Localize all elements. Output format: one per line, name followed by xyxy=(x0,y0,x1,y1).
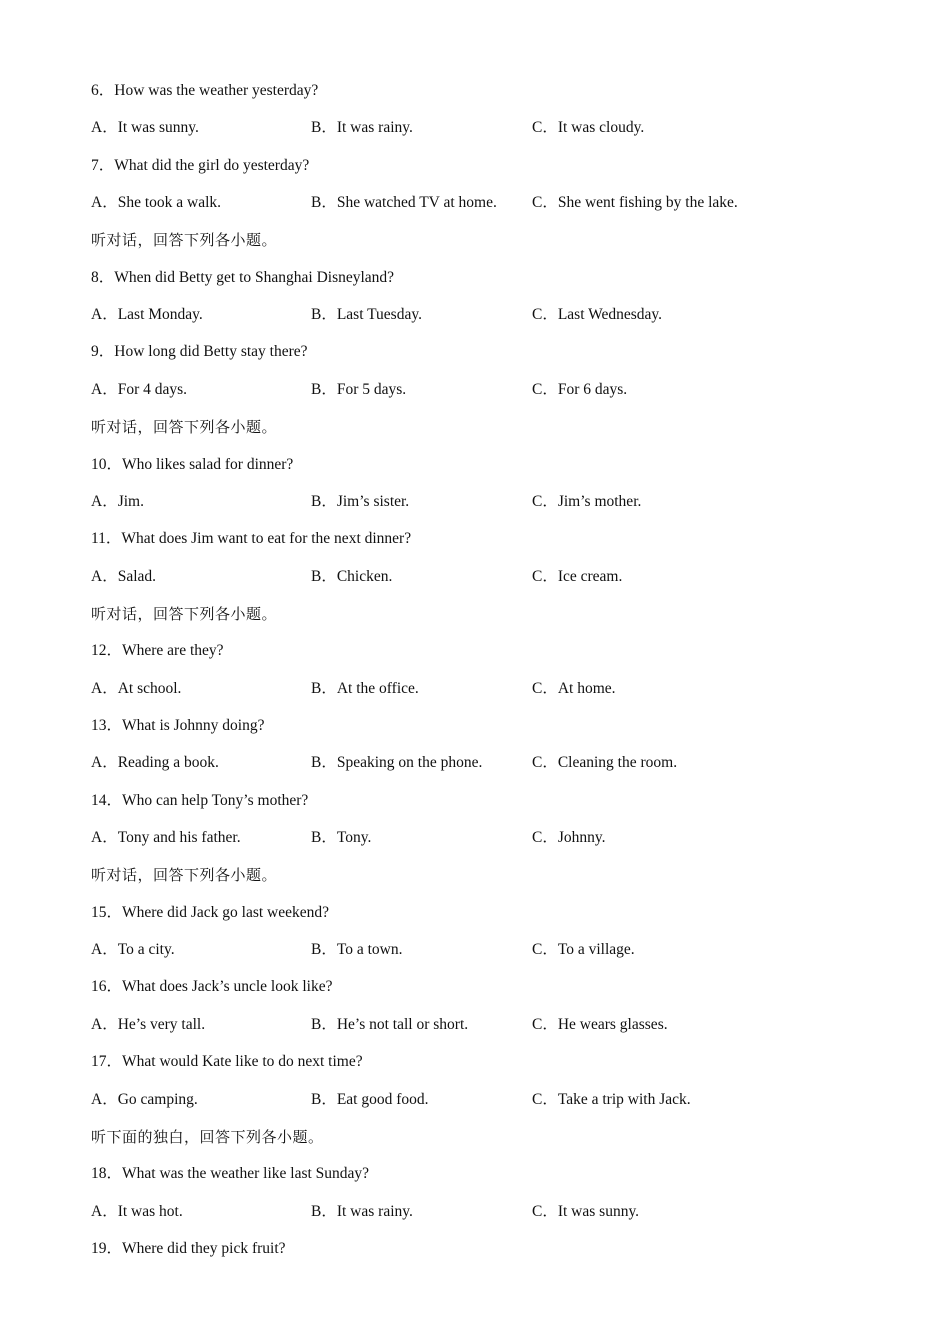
option-a: A．Go camping. xyxy=(91,1090,198,1108)
option-c: C．Take a trip with Jack. xyxy=(532,1090,691,1108)
option-b: B．It was rainy. xyxy=(311,119,413,137)
option-a: A．To a city. xyxy=(91,941,175,959)
question-text: 11．What does Jim want to eat for the next dinner? xyxy=(91,530,412,548)
option-a: A．It was sunny. xyxy=(91,119,199,137)
question-text: 10．Who likes salad for dinner? xyxy=(91,455,294,473)
answer-options-row xyxy=(91,192,891,214)
question-text: 16．What does Jack’s uncle look like? xyxy=(91,978,333,996)
option-b: B．To a town. xyxy=(311,941,403,959)
option-a: A．He’s very tall. xyxy=(91,1015,206,1033)
answer-options-row xyxy=(91,491,891,513)
question-text: 7．What did the girl do yesterday? xyxy=(91,156,310,174)
option-c: C．Johnny. xyxy=(532,829,606,846)
option-a: A．For 4 days. xyxy=(91,380,188,398)
option-c: C．Ice cream. xyxy=(532,567,623,585)
option-a: A．Salad. xyxy=(91,567,157,585)
question-text: 8．When did Betty get to Shanghai Disneyland? xyxy=(91,268,395,286)
option-b: B．It was rainy. xyxy=(311,1202,413,1220)
option-b: B．Eat good food. xyxy=(311,1090,429,1108)
option-b: B．Last Tuesday. xyxy=(311,306,422,324)
option-c: C．At home. xyxy=(532,679,616,697)
option-c: C．Last Wednesday. xyxy=(532,306,663,324)
option-c: C．It was sunny. xyxy=(532,1202,640,1220)
answer-options-row xyxy=(91,939,891,961)
section-instruction: 听对话，回答下列各小题。 xyxy=(91,866,278,885)
option-a: A．At school. xyxy=(91,679,182,697)
section-instruction: 听对话，回答下列各小题。 xyxy=(91,604,278,623)
question-text: 18．What was the weather like last Sunday? xyxy=(91,1165,370,1183)
question-text: 19．Where did they pick fruit? xyxy=(91,1239,286,1257)
option-a: A．Jim. xyxy=(91,492,144,510)
section-instruction: 听对话，回答下列各小题。 xyxy=(91,231,278,250)
question-text: 15．Where did Jack go last weekend? xyxy=(91,903,330,921)
answer-options-row xyxy=(91,1201,891,1223)
option-a: A．She took a walk. xyxy=(91,194,222,212)
option-b: B．Tony. xyxy=(311,829,372,846)
option-a: A．Reading a book. xyxy=(91,754,219,772)
option-b: B．He’s not tall or short. xyxy=(311,1015,469,1033)
option-a: A．Tony and his father. xyxy=(91,829,241,846)
option-c: C．Jim’s mother. xyxy=(532,492,642,510)
question-text: 17．What would Kate like to do next time? xyxy=(91,1053,363,1071)
answer-options-row xyxy=(91,379,891,401)
option-b: B．Speaking on the phone. xyxy=(311,754,483,772)
question-text: 14．Who can help Tony’s mother? xyxy=(91,791,309,809)
answer-options-row xyxy=(91,752,891,774)
question-text: 6．How was the weather yesterday? xyxy=(91,82,319,99)
question-text: 12．Where are they? xyxy=(91,642,224,660)
option-c: C．It was cloudy. xyxy=(532,119,645,137)
question-text: 13．What is Johnny doing? xyxy=(91,717,265,734)
option-b: B．Chicken. xyxy=(311,567,393,585)
answer-options-row xyxy=(91,566,891,588)
option-c: C．He wears glasses. xyxy=(532,1015,668,1033)
option-c: C．For 6 days. xyxy=(532,380,628,398)
answer-options-row xyxy=(91,117,891,139)
answer-options-row xyxy=(91,827,891,849)
option-c: C．Cleaning the room. xyxy=(532,754,678,772)
section-instruction: 听下面的独白，回答下列各小题。 xyxy=(91,1127,324,1146)
option-b: B．For 5 days. xyxy=(311,380,407,398)
option-a: A．Last Monday. xyxy=(91,306,203,324)
option-b: B．Jim’s sister. xyxy=(311,492,410,510)
option-b: B．She watched TV at home. xyxy=(311,194,497,212)
answer-options-row xyxy=(91,1014,891,1036)
option-c: C．To a village. xyxy=(532,941,635,959)
option-c: C．She went fishing by the lake. xyxy=(532,194,738,212)
option-a: A．It was hot. xyxy=(91,1202,183,1220)
answer-options-row xyxy=(91,1089,891,1111)
answer-options-row xyxy=(91,304,891,326)
section-instruction: 听对话，回答下列各小题。 xyxy=(91,418,278,437)
option-b: B．At the office. xyxy=(311,679,419,697)
question-text: 9．How long did Betty stay there? xyxy=(91,343,308,361)
answer-options-row xyxy=(91,678,891,700)
